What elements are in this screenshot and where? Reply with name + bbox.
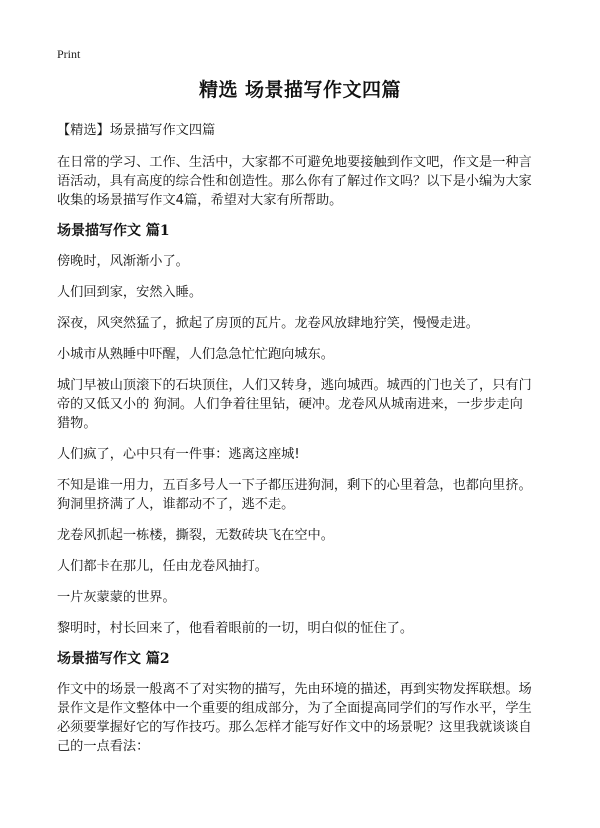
paragraph-line: 猎物。 [57, 416, 97, 431]
section-1-heading-number: 1 [159, 223, 170, 239]
paragraph-line: 狗洞里挤满了人，谁都动不了，逃不走。 [57, 497, 295, 512]
paragraph-line: 人们都卡在那儿，任由龙卷风抽打。 [57, 559, 268, 574]
document-body [57, 121, 557, 768]
paragraph [57, 376, 557, 433]
section-2-heading-text: 场景描写作文 篇 [57, 651, 160, 667]
paragraph [57, 445, 557, 464]
paragraph-line: 小城市从熟睡中吓醒，人们急急忙忙跑向城东。 [57, 347, 334, 362]
paragraph [57, 619, 557, 638]
paragraph-line: 作文中的场景一般离不了对实物的描写，先由环境的描述，再到实物发挥联想。场 [57, 682, 532, 697]
intro-line: 在日常的学习、工作、生活中，大家都不可避免地要接触到作文吧，作文是一种言 [57, 155, 532, 170]
paragraph [57, 314, 557, 333]
intro-paragraph [57, 153, 557, 210]
section-1-heading-text: 场景描写作文 篇 [57, 223, 160, 239]
section-2-heading-number: 2 [159, 651, 170, 667]
paragraph-line: 不知是谁一用力，五百多号人一下子都压进狗洞，剩下的心里着急，也都向里挤。 [57, 478, 532, 493]
paragraph [57, 557, 557, 576]
print-link[interactable]: Print [57, 47, 81, 61]
paragraph-line: 人们回到家，安然入睡。 [57, 285, 203, 300]
paragraph-line: 深夜，风突然猛了，掀起了房顶的瓦片。龙卷风放肆地狞笑，慢慢走进。 [57, 316, 479, 331]
paragraph-line: 必须要掌握好它的写作技巧。那么怎样才能写好作文中的场景呢？这里我就谈谈自 [57, 720, 532, 735]
paragraph [57, 345, 557, 364]
paragraph [57, 680, 557, 756]
paragraph-line: 一片灰蒙蒙的世界。 [57, 590, 176, 605]
document-title: 精选 场景描写作文四篇 [198, 79, 402, 101]
paragraph-line: 己的一点看法： [57, 739, 150, 754]
intro-line: 收集的场景描写作文4篇，希望对大家有所帮助。 [57, 193, 343, 208]
section-1-heading [57, 222, 557, 241]
paragraph-line: 城门早被山顶滚下的石块顶住，人们又转身，逃向城西。城西的门也关了，只有门 [57, 378, 532, 393]
paragraph-line: 傍晚时，风渐渐小了。 [57, 254, 189, 269]
paragraph-line: 黎明时，村长回来了，他看着眼前的一切，明白似的怔住了。 [57, 621, 414, 636]
paragraph [57, 283, 557, 302]
paragraph [57, 526, 557, 545]
paragraph [57, 588, 557, 607]
paragraph-line: 人们疯了，心中只有一件事：逃离这座城! [57, 447, 300, 462]
paragraph-line: 龙卷风抓起一栋楼，撕裂，无数砖块飞在空中。 [57, 528, 334, 543]
section-2-heading [57, 650, 557, 669]
paragraph-line: 帝的又低又小的 狗洞。人们争着往里钻，硬冲。龙卷风从城南进来，一步步走向 [57, 397, 523, 412]
paragraph [57, 252, 557, 271]
paragraph-line: 景作文是作文整体中一个重要的组成部分，为了全面提高同学们的写作水平，学生 [57, 701, 532, 716]
paragraph [57, 476, 557, 514]
document-subtitle: 【精选】场景描写作文四篇 [57, 123, 216, 138]
intro-line: 语活动，具有高度的综合性和创造性。那么你有了解过作文吗？以下是小编为大家 [57, 174, 532, 189]
